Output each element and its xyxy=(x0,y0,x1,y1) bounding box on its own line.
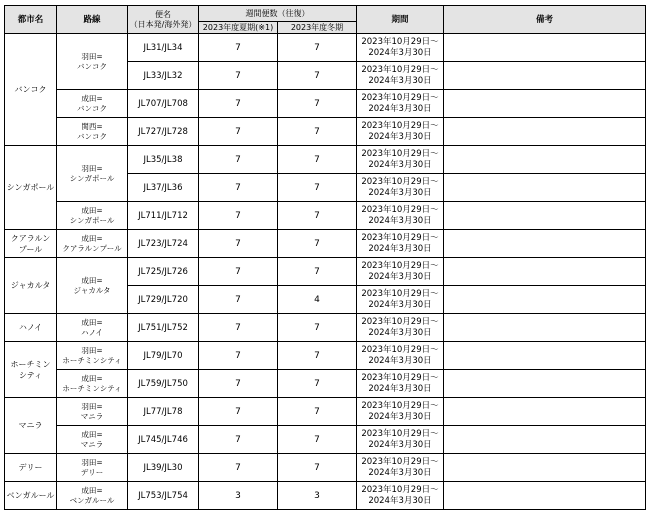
period-cell xyxy=(357,62,444,90)
period-start: 2023年10月29日～ xyxy=(361,316,439,327)
city-name: シンガポール xyxy=(6,183,55,192)
period-cell xyxy=(357,314,444,342)
route-name: 羽田= xyxy=(81,457,103,467)
winter-frequency: 7 xyxy=(278,398,357,426)
header-flight-line1: 便名 xyxy=(155,9,171,19)
period-start: 2023年10月29日～ xyxy=(361,148,439,159)
route-name: 羽田= xyxy=(81,163,103,173)
table-row xyxy=(5,314,646,342)
period-cell xyxy=(357,258,444,286)
remarks-cell xyxy=(444,398,646,426)
city-name: シティ xyxy=(18,370,43,380)
flight-number: JL77/JL78 xyxy=(128,398,199,426)
route-name: 成田= xyxy=(81,429,103,439)
winter-frequency: 7 xyxy=(278,146,357,174)
route-name: 成田= xyxy=(81,233,103,243)
period-end: 2024年3月30日 xyxy=(368,187,432,198)
period-cell xyxy=(357,454,444,482)
route-name: バンコク xyxy=(77,131,107,141)
route-name: ジャカルタ xyxy=(73,285,111,295)
route-cell xyxy=(57,314,128,342)
route-name: 羽田= xyxy=(81,401,103,411)
route-name: 羽田= xyxy=(81,51,103,61)
period-end: 2024年3月30日 xyxy=(368,243,432,254)
summer-frequency: 7 xyxy=(199,146,278,174)
city-name: ジャカルタ xyxy=(10,281,51,290)
remarks-cell xyxy=(444,202,646,230)
route-name: バンコク xyxy=(77,61,107,71)
remarks-cell xyxy=(444,454,646,482)
header-weekly: 週間便数（往復） xyxy=(199,6,357,22)
city-name: ハノイ xyxy=(18,323,43,332)
winter-frequency: 7 xyxy=(278,258,357,286)
period-end: 2024年3月30日 xyxy=(368,299,432,310)
summer-frequency: 7 xyxy=(199,90,278,118)
table-row xyxy=(5,370,646,398)
period-start: 2023年10月29日～ xyxy=(361,92,439,103)
remarks-cell xyxy=(444,426,646,454)
route-name: 成田= xyxy=(81,205,103,215)
table-row xyxy=(5,258,646,286)
flight-number: JL33/JL32 xyxy=(128,62,199,90)
period-end: 2024年3月30日 xyxy=(368,47,432,58)
city-name: マニラ xyxy=(18,421,43,430)
flight-number: JL37/JL36 xyxy=(128,174,199,202)
winter-frequency: 3 xyxy=(278,482,357,510)
summer-frequency: 7 xyxy=(199,118,278,146)
winter-frequency: 7 xyxy=(278,202,357,230)
summer-frequency: 7 xyxy=(199,342,278,370)
summer-frequency: 7 xyxy=(199,174,278,202)
winter-frequency: 7 xyxy=(278,230,357,258)
route-name: クアラルンプール xyxy=(62,243,122,253)
route-cell xyxy=(57,258,128,314)
route-cell xyxy=(57,342,128,370)
period-end: 2024年3月30日 xyxy=(368,159,432,170)
period-cell xyxy=(357,482,444,510)
summer-frequency: 7 xyxy=(199,258,278,286)
table-row xyxy=(5,230,646,258)
period-cell xyxy=(357,398,444,426)
table-row xyxy=(5,146,646,174)
city-name: ベンガルール xyxy=(6,491,55,500)
winter-frequency: 7 xyxy=(278,342,357,370)
remarks-cell xyxy=(444,286,646,314)
route-name: ホーチミンシティ xyxy=(62,355,122,365)
flight-number: JL727/JL728 xyxy=(128,118,199,146)
city-cell xyxy=(5,34,57,146)
period-end: 2024年3月30日 xyxy=(368,411,432,422)
route-cell xyxy=(57,90,128,118)
route-cell xyxy=(57,202,128,230)
route-name: 羽田= xyxy=(81,345,103,355)
period-cell xyxy=(357,118,444,146)
city-cell xyxy=(5,398,57,454)
period-end: 2024年3月30日 xyxy=(368,271,432,282)
flight-number: JL35/JL38 xyxy=(128,146,199,174)
period-end: 2024年3月30日 xyxy=(368,131,432,142)
route-name: バンコク xyxy=(77,103,107,113)
remarks-cell xyxy=(444,482,646,510)
remarks-cell xyxy=(444,146,646,174)
period-cell xyxy=(357,426,444,454)
summer-frequency: 7 xyxy=(199,62,278,90)
header-city: 都市名 xyxy=(5,6,57,34)
city-cell xyxy=(5,146,57,230)
winter-frequency: 7 xyxy=(278,118,357,146)
period-start: 2023年10月29日～ xyxy=(361,120,439,131)
remarks-cell xyxy=(444,342,646,370)
flight-schedule-table xyxy=(4,5,646,510)
winter-frequency: 7 xyxy=(278,62,357,90)
table-row xyxy=(5,90,646,118)
flight-number: JL725/JL726 xyxy=(128,258,199,286)
winter-frequency: 7 xyxy=(278,314,357,342)
period-end: 2024年3月30日 xyxy=(368,355,432,366)
summer-frequency: 3 xyxy=(199,482,278,510)
route-cell xyxy=(57,34,128,90)
summer-frequency: 7 xyxy=(199,230,278,258)
route-name: 成田= xyxy=(81,275,103,285)
period-cell xyxy=(357,286,444,314)
period-cell xyxy=(357,202,444,230)
flight-number: JL753/JL754 xyxy=(128,482,199,510)
header-flight xyxy=(128,6,199,34)
flight-number: JL39/JL30 xyxy=(128,454,199,482)
remarks-cell xyxy=(444,34,646,62)
city-name: ホーチミン xyxy=(10,359,51,369)
summer-frequency: 7 xyxy=(199,34,278,62)
period-start: 2023年10月29日～ xyxy=(361,260,439,271)
summer-frequency: 7 xyxy=(199,454,278,482)
period-start: 2023年10月29日～ xyxy=(361,232,439,243)
period-end: 2024年3月30日 xyxy=(368,467,432,478)
period-cell xyxy=(357,370,444,398)
city-name: クアラルン xyxy=(10,233,51,243)
route-name: 成田= xyxy=(81,373,103,383)
period-end: 2024年3月30日 xyxy=(368,75,432,86)
remarks-cell xyxy=(444,118,646,146)
table-row xyxy=(5,454,646,482)
summer-frequency: 7 xyxy=(199,426,278,454)
header-summer: 2023年度夏期(※1) xyxy=(199,22,278,34)
period-start: 2023年10月29日～ xyxy=(361,428,439,439)
route-name: 成田= xyxy=(81,485,103,495)
summer-frequency: 7 xyxy=(199,202,278,230)
period-end: 2024年3月30日 xyxy=(368,327,432,338)
table-row xyxy=(5,426,646,454)
remarks-cell xyxy=(444,314,646,342)
period-end: 2024年3月30日 xyxy=(368,383,432,394)
route-cell xyxy=(57,146,128,202)
period-start: 2023年10月29日～ xyxy=(361,204,439,215)
period-cell xyxy=(357,342,444,370)
remarks-cell xyxy=(444,230,646,258)
period-start: 2023年10月29日～ xyxy=(361,372,439,383)
header-period: 期間 xyxy=(357,6,444,34)
route-cell xyxy=(57,454,128,482)
winter-frequency: 7 xyxy=(278,34,357,62)
period-cell xyxy=(357,146,444,174)
winter-frequency: 4 xyxy=(278,286,357,314)
remarks-cell xyxy=(444,258,646,286)
summer-frequency: 7 xyxy=(199,314,278,342)
flight-number: JL745/JL746 xyxy=(128,426,199,454)
summer-frequency: 7 xyxy=(199,286,278,314)
flight-number: JL79/JL70 xyxy=(128,342,199,370)
table-row xyxy=(5,202,646,230)
header-flight-line2: （日本発/海外発） xyxy=(129,19,197,29)
header-route: 路線 xyxy=(57,6,128,34)
period-cell xyxy=(357,90,444,118)
header-remarks: 備考 xyxy=(444,6,646,34)
table-row xyxy=(5,398,646,426)
period-start: 2023年10月29日～ xyxy=(361,456,439,467)
period-start: 2023年10月29日～ xyxy=(361,64,439,75)
city-cell xyxy=(5,230,57,258)
table-row xyxy=(5,342,646,370)
table-row xyxy=(5,34,646,62)
period-start: 2023年10月29日～ xyxy=(361,400,439,411)
flight-number: JL759/JL750 xyxy=(128,370,199,398)
flight-number: JL711/JL712 xyxy=(128,202,199,230)
route-cell xyxy=(57,118,128,146)
route-cell xyxy=(57,230,128,258)
period-start: 2023年10月29日～ xyxy=(361,288,439,299)
route-name: ホーチミンシティ xyxy=(62,383,122,393)
period-end: 2024年3月30日 xyxy=(368,103,432,114)
remarks-cell xyxy=(444,90,646,118)
route-name: シンガポール xyxy=(69,215,115,225)
table-row xyxy=(5,118,646,146)
route-cell xyxy=(57,482,128,510)
flight-number: JL707/JL708 xyxy=(128,90,199,118)
remarks-cell xyxy=(444,62,646,90)
period-start: 2023年10月29日～ xyxy=(361,36,439,47)
route-name: マニラ xyxy=(80,411,104,421)
city-cell xyxy=(5,342,57,398)
route-cell xyxy=(57,398,128,426)
winter-frequency: 7 xyxy=(278,174,357,202)
city-cell xyxy=(5,258,57,314)
city-cell xyxy=(5,454,57,482)
route-name: 関西= xyxy=(81,121,103,131)
period-end: 2024年3月30日 xyxy=(368,439,432,450)
route-name: マニラ xyxy=(80,439,104,449)
route-name: デリー xyxy=(80,467,104,477)
period-end: 2024年3月30日 xyxy=(368,215,432,226)
city-cell xyxy=(5,314,57,342)
flight-number: JL31/JL34 xyxy=(128,34,199,62)
period-cell xyxy=(357,230,444,258)
winter-frequency: 7 xyxy=(278,90,357,118)
summer-frequency: 7 xyxy=(199,398,278,426)
period-end: 2024年3月30日 xyxy=(368,495,432,506)
remarks-cell xyxy=(444,174,646,202)
route-name: 成田= xyxy=(81,93,103,103)
winter-frequency: 7 xyxy=(278,454,357,482)
city-name: バンコク xyxy=(14,85,47,94)
route-cell xyxy=(57,426,128,454)
flight-number: JL723/JL724 xyxy=(128,230,199,258)
route-name: 成田= xyxy=(81,317,103,327)
remarks-cell xyxy=(444,370,646,398)
period-start: 2023年10月29日～ xyxy=(361,484,439,495)
summer-frequency: 7 xyxy=(199,370,278,398)
winter-frequency: 7 xyxy=(278,426,357,454)
period-cell xyxy=(357,34,444,62)
period-start: 2023年10月29日～ xyxy=(361,176,439,187)
table-row xyxy=(5,482,646,510)
winter-frequency: 7 xyxy=(278,370,357,398)
header-winter: 2023年度冬期 xyxy=(278,22,357,34)
route-name: ハノイ xyxy=(81,327,103,337)
city-name: デリー xyxy=(18,463,43,472)
route-cell xyxy=(57,370,128,398)
city-cell xyxy=(5,482,57,510)
city-name: プール xyxy=(18,244,43,254)
period-cell xyxy=(357,174,444,202)
route-name: シンガポール xyxy=(69,173,115,183)
schedule-body xyxy=(5,34,646,510)
flight-number: JL729/JL720 xyxy=(128,286,199,314)
route-name: ベンガルール xyxy=(69,495,115,505)
period-start: 2023年10月29日～ xyxy=(361,344,439,355)
flight-number: JL751/JL752 xyxy=(128,314,199,342)
header-row xyxy=(5,6,646,22)
